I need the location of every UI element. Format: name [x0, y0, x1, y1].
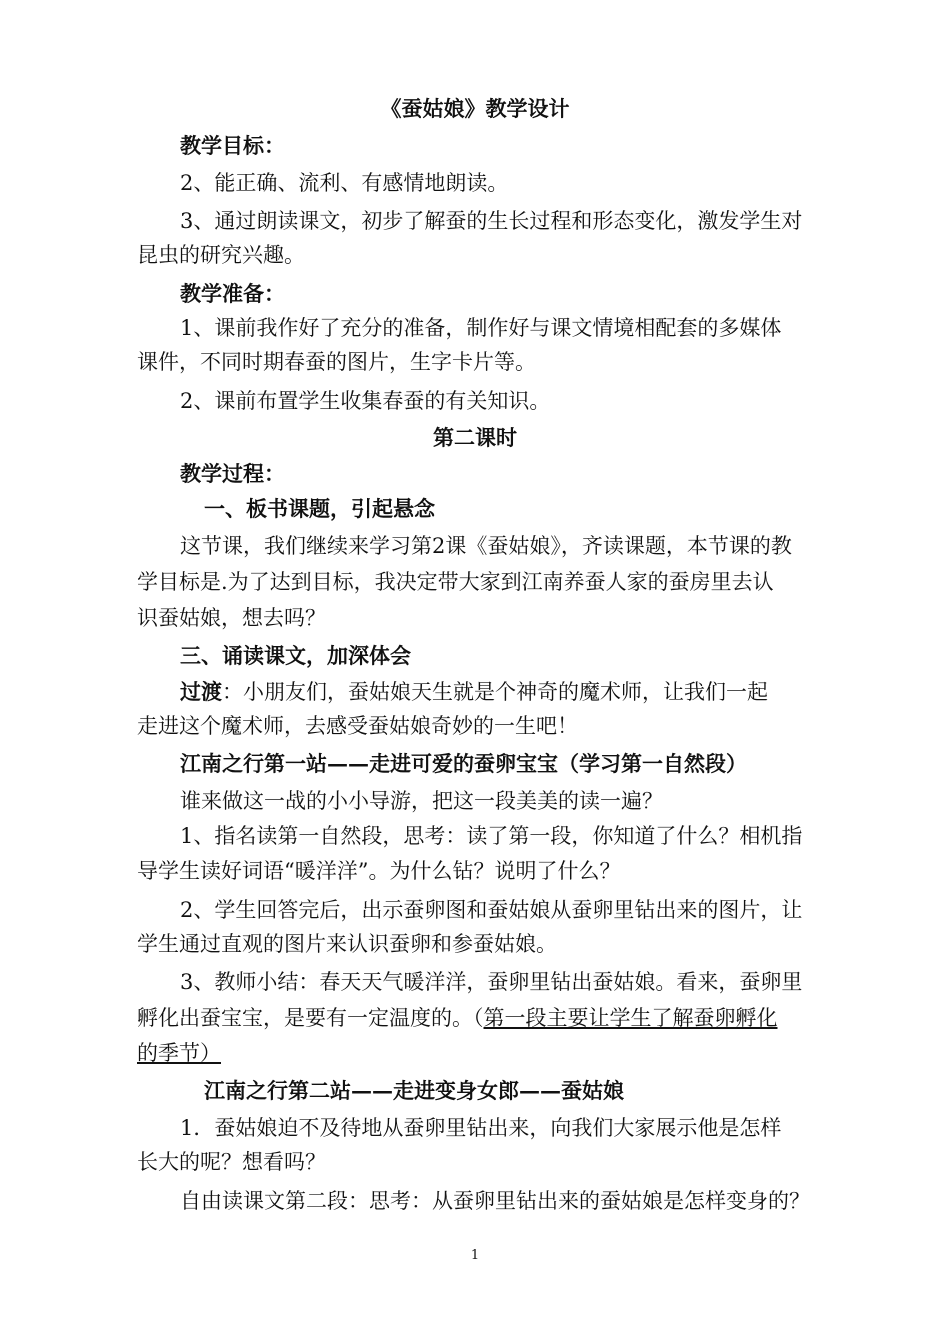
stop-1-heading: 江南之行第一站——走进可爱的蚕卵宝宝（学习第一自然段） — [180, 751, 747, 776]
section-1-p-line3: 识蚕姑娘，想去吗？ — [137, 606, 326, 630]
document-title: 《蚕姑娘》教学设计 — [380, 96, 570, 121]
objective-3-line1: 3、通过朗读课文，初步了解蚕的生长过程和形态变化，激发学生对 — [180, 209, 803, 233]
section-3-heading: 三、诵读课文，加深体会 — [180, 643, 411, 668]
stop-2-item1-line2: 长大的呢？想看吗？ — [137, 1150, 326, 1174]
stop-1-item3-line3: 的季节） — [137, 1041, 221, 1065]
stop-2-reading: 自由读课文第二段：思考：从蚕卵里钻出来的蚕姑娘是怎样变身的？ — [180, 1189, 810, 1213]
stop-1-intro: 谁来做这一战的小小导游，把这一段美美的读一遍？ — [180, 789, 663, 813]
objectives-heading: 教学目标： — [180, 133, 285, 158]
section-1-p-line1: 这节课，我们继续来学习第2课《蚕姑娘》，齐读课题，本节课的教 — [180, 534, 792, 558]
section-1-heading: 一、板书课题，引起悬念 — [204, 496, 435, 521]
stop-1-item3-underlined: 第一段主要让学生了解蚕卵孵化 — [483, 1006, 778, 1030]
prep-heading: 教学准备： — [180, 281, 285, 306]
objective-3-line2: 昆虫的研究兴趣。 — [137, 243, 305, 267]
stop-1-item3-line2 — [137, 1003, 950, 1033]
lesson-heading: 第二课时 — [433, 425, 517, 450]
stop-1-item3-line1: 3、教师小结：春天天气暖洋洋，蚕卵里钻出蚕姑娘。看来，蚕卵里 — [180, 970, 803, 994]
stop-1-item2-line1: 2、学生回答完后，出示蚕卵图和蚕姑娘从蚕卵里钻出来的图片，让 — [180, 898, 803, 922]
stop-2-item1-line1: 1．蚕姑娘迫不及待地从蚕卵里钻出来，向我们大家展示他是怎样 — [180, 1116, 782, 1140]
transition-label: 过渡 — [180, 679, 222, 704]
stop-1-item3-plain: 孵化出蚕宝宝，是要有一定温度的。（ — [137, 1006, 484, 1030]
process-heading: 教学过程： — [180, 461, 285, 486]
stop-1-item1-line2: 导学生读好词语“暖洋洋”。为什么钻？说明了什么？ — [137, 859, 621, 883]
transition-text: ：小朋友们，蚕姑娘天生就是个神奇的魔术师，让我们一起 — [222, 680, 768, 704]
stop-2-heading: 江南之行第二站——走进变身女郎——蚕姑娘 — [204, 1078, 624, 1103]
transition-line1 — [180, 677, 950, 707]
transition-line2: 走进这个魔术师，去感受蚕姑娘奇妙的一生吧！ — [137, 714, 578, 738]
stop-1-item2-line2: 学生通过直观的图片来认识蚕卵和参蚕姑娘。 — [137, 932, 557, 956]
prep-1-line2: 课件，不同时期春蚕的图片，生字卡片等。 — [137, 350, 536, 374]
objective-2: 2、能正确、流利、有感情地朗读。 — [180, 171, 509, 195]
stop-1-item1-line1: 1、指名读第一自然段，思考：读了第一段，你知道了什么？相机指 — [180, 824, 803, 848]
prep-1-line1: 1、课前我作好了充分的准备，制作好与课文情境相配套的多媒体 — [180, 316, 782, 340]
prep-2: 2、课前布置学生收集春蚕的有关知识。 — [180, 389, 551, 413]
section-1-p-line2: 学目标是.为了达到目标，我决定带大家到江南养蚕人家的蚕房里去认 — [137, 570, 774, 594]
page-number: 1 — [470, 1248, 480, 1263]
